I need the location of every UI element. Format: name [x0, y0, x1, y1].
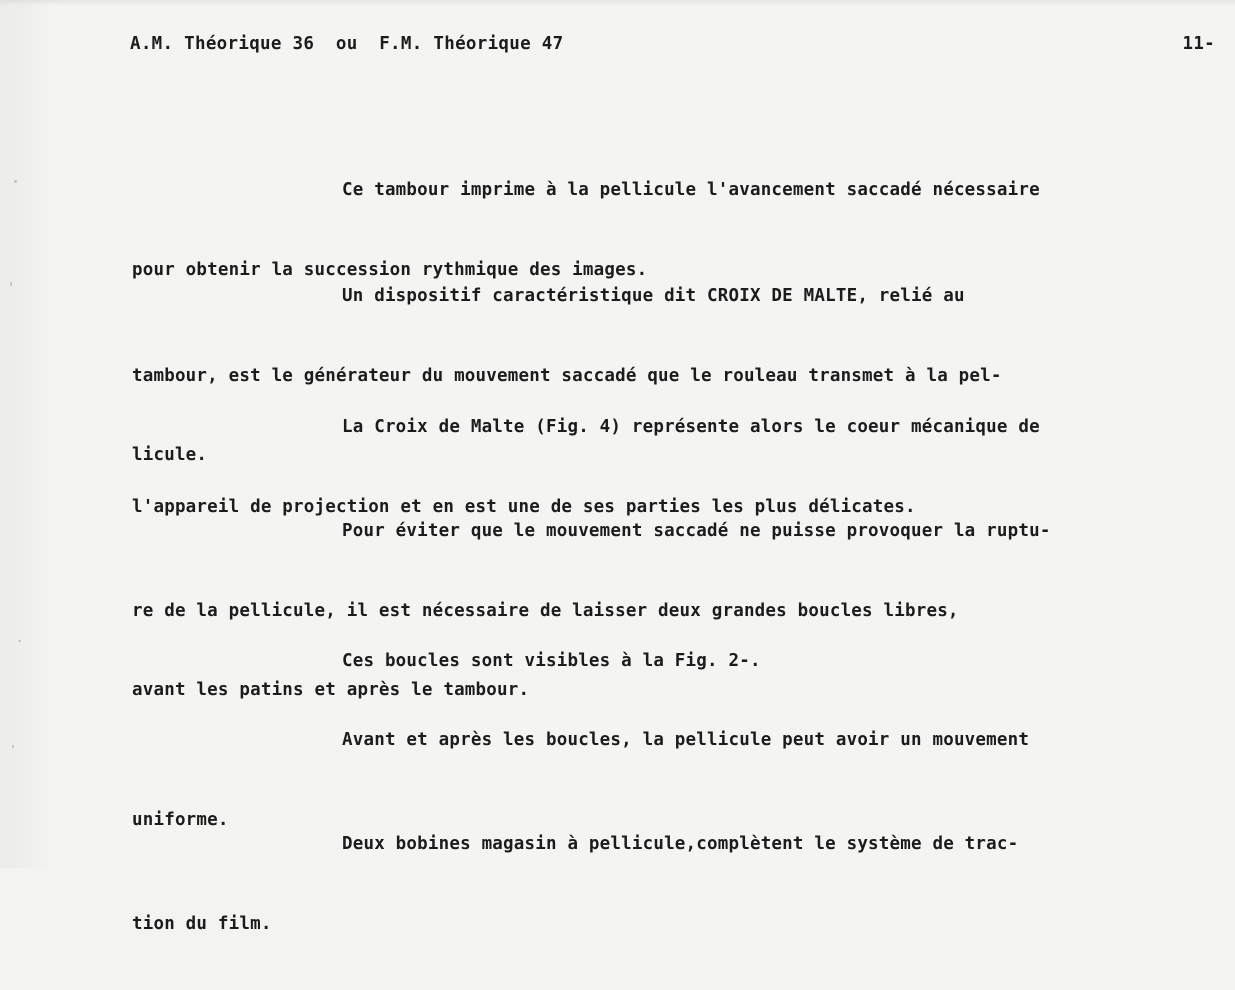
paragraph-line: Deux bobines magasin à pellicule,complètent le système de trac-: [342, 834, 1019, 854]
page-number: 11-: [1182, 34, 1215, 54]
paragraph-7: [132, 778, 1018, 990]
paragraph-line: l'appareil de projection et en est une de ses parties les plus délicates.: [132, 496, 916, 517]
paragraph-line: avant les patins et après le tambour.: [132, 680, 530, 700]
paragraph-line: Un dispositif caractéristique dit CROIX DE MALTE, relié au: [342, 286, 965, 306]
paragraph-line: Ce tambour imprime à la pellicule l'avancement saccadé nécessaire: [342, 180, 1040, 200]
scan-speck: [18, 640, 21, 642]
paragraph-line: uniforme.: [132, 809, 229, 830]
header-title: A.M. Théorique 36 ou F.M. Théorique 47: [130, 34, 564, 54]
paragraph-line: tambour, est le générateur du mouvement saccadé que le rouleau transmet à la pel-: [132, 365, 1002, 386]
scan-speck: [14, 180, 17, 183]
paragraph-line: pour obtenir la succession rythmique des images.: [132, 259, 648, 280]
scan-speck: [733, 735, 735, 737]
page-header: [130, 34, 1215, 60]
scan-edge-shadow: [0, 0, 1235, 6]
scan-speck: [10, 282, 12, 286]
paragraph-line: Ces boucles sont visibles à la Fig. 2-.: [342, 651, 761, 671]
paragraph-line: La Croix de Malte (Fig. 4) représente alors le coeur mécanique de: [342, 417, 1040, 437]
paragraph-line: re de la pellicule, il est nécessaire de laisser deux grandes boucles libres,: [132, 600, 959, 621]
paragraph-line: licule.: [132, 445, 208, 465]
scan-speck: [12, 745, 14, 748]
paragraph-line: Avant et après les boucles, la pellicule peut avoir un mouvement: [342, 730, 1030, 750]
paragraph-line: tion du film.: [132, 913, 272, 934]
paragraph-line: Pour éviter que le mouvement saccadé ne puisse provoquer la ruptu-: [342, 521, 1051, 541]
